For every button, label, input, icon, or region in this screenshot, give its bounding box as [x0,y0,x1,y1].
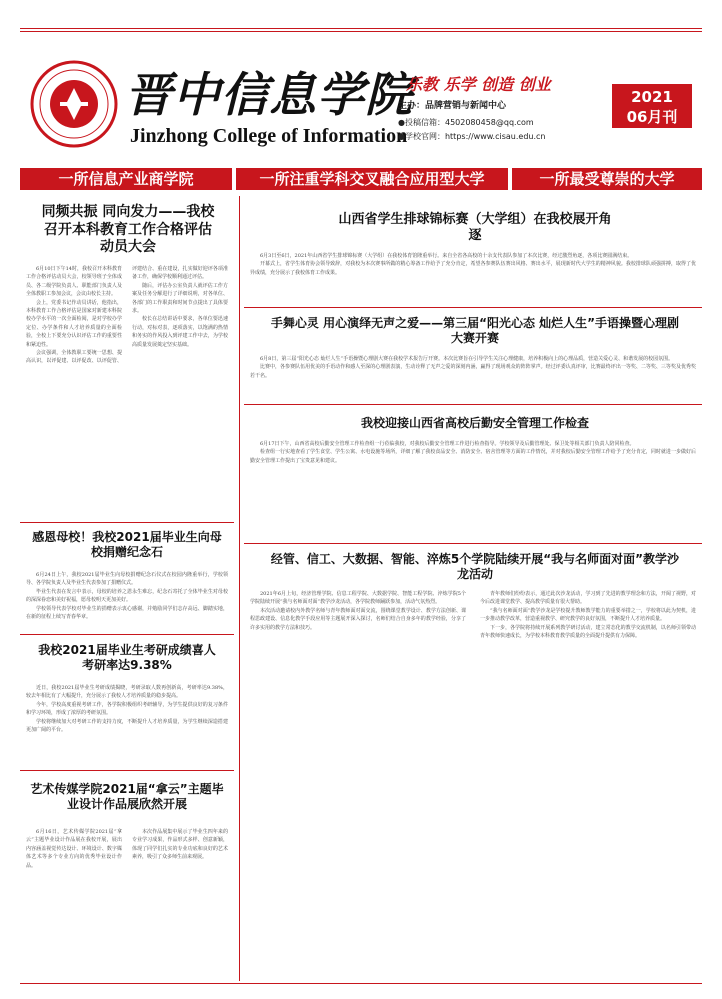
sponsor-line: 主办：品牌营销与新闻中心 [398,101,507,111]
article-4-para: 本次作品展集中展示了毕业生四年来的专业学习成果，作品形式多样、创意新颖，体现了同学们扎实的专业功底和良好的艺术素养，吸引了众多师生前来观展。 [132,829,228,861]
slogan: 乐教 乐学 创造 创业 [406,75,551,94]
article-8-para: 青年教师们纷纷表示，通过此次沙龙活动，学习到了先进的教学理念和方法，开阔了视野，对今后改进课堂教学、提高教学质量有很大帮助。 [480,591,696,606]
article-1-para: 随后，评估办公室负责人就评估工作方案及任务分解进行了详细说明，对各单位、各部门的工作职责和时间节点提出了具体要求。 [132,282,228,315]
article-2-para: 毕业生代表在发言中表示，母校的培养之恩永生难忘，纪念石寄托了全体毕业生对母校的深深眷恋和美好祝福，愿母校明天更加美好。 [26,588,228,604]
issue-year: 2021 [631,88,673,106]
article-1-body [26,265,228,515]
left-divider-1 [20,522,234,523]
article-5-para: 开幕式上，省学生体育协会领导致辞，对我校为本次赛事所做的精心筹备工作给予了充分肯定，希望各参赛队伍赛出风格、赛出水平，展现新时代大学生的精神风貌。我校排球队顽强拼搏，取得了优异成绩，充分展示了我校体育工作成果。 [250,261,696,276]
article-4-title: 艺术传媒学院2021届“拿云”主题毕业设计作品展欣然开展 [30,782,224,811]
article-1-para: 6月10日下午14时，我校召开本科教育工作合格评估动员大会，校领导班子全体成员、各二级学院负责人、职能部门负责人及全体教职工参加会议，会议由校长主持。 [26,266,122,298]
article-5-title: 山西省学生排球锦标赛（大学组）在我校展开角逐 [338,212,612,244]
right-divider-2 [244,404,702,405]
top-rule [20,28,702,29]
article-8-para: 本次活动邀请校内外教学名师与青年教师面对面交流，围绕课堂教学设计、教学方法创新、课程思政建设、信息化教学手段应用等主题展开深入探讨，名师们结合自身多年的教学经验，分享了许多实用的教学方法和技巧。 [250,607,466,631]
college-seal-logo [30,60,118,148]
article-2-para: 6月24日上午，我校2021届毕业生向母校捐赠纪念石仪式在校园内隆重举行，学校领导、各学院负责人及毕业生代表参加了捐赠仪式。 [26,572,228,587]
article-1-para: 会议强调，全体教职工要统一思想、提高认识，以评促建、以评促改、以评促管、评建结合、重在建设，扎实做好迎评各项准备工作，确保学校顺利通过评估。 [26,266,228,365]
right-divider-3 [244,543,702,544]
left-divider-3 [20,770,234,771]
right-divider-1 [244,307,702,308]
article-7-para: 6月17日下午，山西省高校后勤安全管理工作检查组一行莅临我校，对我校后勤安全管理工作进行检查指导。学校领导及后勤管理处、保卫处等相关部门负责人陪同检查。 [260,441,635,447]
article-6-para: 比赛中，各参赛队伍用优美的手语动作和感人至深的心理剧表演，生动诠释了无声之爱的深刻内涵，赢得了现场观众的阵阵掌声。经过评委认真评审，比赛最终评出一等奖、二等奖、三等奖及优秀奖若干名。 [250,364,696,379]
article-6-para: 6月8日，第三届“阳光心态 灿烂人生”手语操暨心理剧大赛在我校学术报告厅开赛。本次比赛旨在引导学生关注心理健康，培养积极向上的心理品质，营造关爱心灵、和谐发展的校园氛围。 [260,356,674,362]
article-2-body [26,571,228,629]
article-4-body [26,828,228,978]
article-5-body [250,252,696,302]
article-7-body [250,440,696,538]
article-8-title: 经管、信工、大数据、智能、淬炼5个学院陆续开展“我与名师面对面”教学沙龙活动 [270,552,680,581]
article-3-para: 近日，我校2021届毕业生考研成绩揭晓，考研录取人数再创新高，考研率达9.38%，较去年相比有了大幅提升，充分展示了我校人才培养质量的稳步提高。 [26,685,228,700]
article-4-para: 6月16日，艺术传媒学院2021届“拿云”主题毕业设计作品展在我校开展，展出内容涵盖视觉传达设计、环境设计、数字媒体艺术等多个专业方向的优秀毕业设计作品。 [26,829,122,869]
article-3-title: 我校2021届毕业生考研成绩喜人 考研率达9.38% [38,643,216,672]
submission-email: ●投稿信箱：4502080458@qq.com [398,118,534,127]
article-2-para: 学校领导代表学校对毕业生的捐赠表示衷心感谢，并勉励同学们志存高远、脚踏实地，在新的征程上续写青春华章。 [26,605,228,621]
article-3-para: 学校将继续加大对考研工作的支持力度，不断提升人才培养质量，为学生继续深造搭建更加广阔的平台。 [26,718,228,734]
article-8-body [250,590,696,978]
masthead-title-en: Jinzhong College of Information [130,125,408,147]
article-6-title: 手舞心灵 用心演绎无声之爱——第三届“阳光心态 灿烂人生”手语操暨心理剧大赛开赛 [270,316,680,345]
masthead-title-cn: 晋中信息学院 [125,68,413,123]
official-website: ●学校官网：https://www.cisau.edu.cn [398,132,546,141]
article-1-para: 会上，党委书记作动员讲话，他指出，本科教育工作合格评估是国家对新建本科院校办学水平的一次全面检阅，是对学校办学定位、办学条件和人才培养质量的全面检验，全校上下要充分认识评估工作的重要性和紧迫性。 [26,299,122,348]
article-7-title: 我校迎接山西省高校后勤安全管理工作检查 [360,416,589,430]
article-8-para: 2021年6月上旬，经济管理学院、信息工程学院、大数据学院、智能工程学院、淬炼学院5个学院陆续开展“我与名师面对面”教学沙龙活动，各学院教师踊跃参加，活动气氛热烈。 [250,591,466,606]
article-7-para: 检查组一行实地查看了学生食堂、学生公寓、水电设施等场所，详细了解了我校食品安全、消防安全、宿舍管理等方面的工作情况，并对我校后勤安全管理工作给予了充分肯定，同时就进一步做好后勤安全管理工作提出了宝贵意见和建议。 [250,449,696,464]
column-divider [239,196,240,981]
banner-3: 一所最受尊崇的大学 [512,168,702,190]
article-8-para: 下一步，各学院将持续开展系列教学研讨活动，建立常态化的教学交流机制，以名师引领带动青年教师快速成长，为学校本科教育教学质量的全面提升提供有力保障。 [480,624,696,640]
article-8-para: “我与名师面对面”教学沙龙是学校提升教师教学能力的重要举措之一，学校将以此为契机，进一步推动教学改革，营造重视教学、研究教学的良好氛围，不断提升人才培养质量。 [480,607,696,623]
article-5-para: 6月3日至6日，2021年山西省学生排球锦标赛（大学组）在我校体育馆隆重举行。来自全省各高校的十余支代表队参加了本次比赛，经过激烈角逐，各项比赛圆满结束。 [260,253,633,259]
article-2-title: 感恩母校！我校2021届毕业生向母校捐赠纪念石 [32,530,222,559]
article-1-para: 校长在总结讲话中要求，各单位要迅速行动，对标对表，逐项落实，以饱满的热情和务实的作风投入到评建工作中去，为学校高质量发展奠定坚实基础。 [132,316,228,348]
issue-box [612,84,692,128]
banner-1: 一所信息产业商学院 [20,168,232,190]
article-1-title: 同频共振 同向发力——我校召开本科教育工作合格评估动员大会 [41,204,215,255]
banner-2: 一所注重学科交叉融合应用型大学 [236,168,508,190]
article-3-para: 今年，学校高度重视考研工作，各学院积极组织考研辅导，为学生提供良好的复习条件和学习环境，形成了浓厚的考研氛围。 [26,701,228,717]
left-divider-2 [20,634,234,635]
bottom-rule [20,983,702,984]
article-3-body [26,684,228,764]
issue-month: 06月刊 [626,108,678,126]
article-6-body [250,355,696,400]
top-rule-inner [20,31,702,32]
